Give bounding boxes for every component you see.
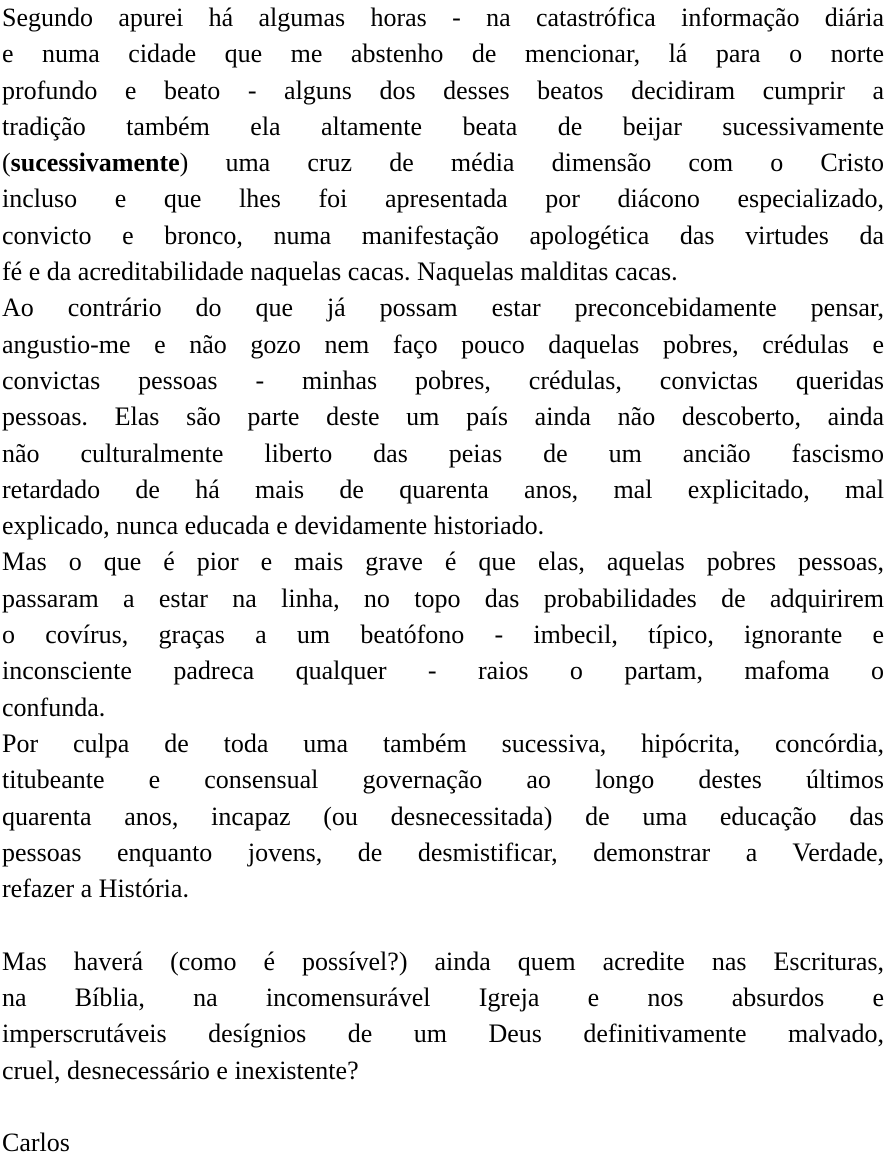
text-line: tradição também ela altamente beata de beijar sucessivamente xyxy=(2,111,884,141)
text-line: passaram a estar na linha, no topo das probabilidades de adquirirem xyxy=(2,583,884,613)
text-line: não culturalmente liberto das peias de um ancião fascismo xyxy=(2,438,884,468)
text-line: o covírus, graças a um beatófono - imbecil, típico, ignorante e xyxy=(2,620,884,650)
text-line: inconsciente padreca qualquer - raios o partam, mafoma o xyxy=(2,656,884,686)
text-line: cruel, desnecessário e inexistente? xyxy=(2,1055,359,1085)
text-line: convictas pessoas - minhas pobres, crédulas, convictas queridas xyxy=(2,365,884,395)
text-line: quarenta anos, incapaz (ou desnecessitada) de uma educação das xyxy=(2,801,884,831)
text-line: pessoas enquanto jovens, de desmistificar, demonstrar a Verdade, xyxy=(2,837,884,867)
paragraph xyxy=(2,290,884,544)
text-line: Ao contrário do que já possam estar preconcebidamente pensar, xyxy=(2,293,884,323)
text-line: profundo e beato - alguns dos desses beatos decidiram cumprir a xyxy=(2,75,884,105)
text-line: Carlos xyxy=(2,1128,70,1158)
text-line: pessoas. Elas são parte deste um país ainda não descoberto, ainda xyxy=(2,402,884,432)
text-line: retardado de há mais de quarenta anos, mal explicitado, mal xyxy=(2,474,884,504)
text-line: Segundo apurei há algumas horas - na catastrófica informação diária xyxy=(2,3,884,32)
text-line: Mas haverá (como é possível?) ainda quem acredite nas Escrituras, xyxy=(2,946,884,976)
paragraph xyxy=(2,544,884,725)
text-line: e numa cidade que me abstenho de mencionar, lá para o norte xyxy=(2,39,884,69)
text-line: incluso e que lhes foi apresentada por diácono especializado, xyxy=(2,184,884,214)
paragraph xyxy=(2,726,884,907)
text-line: explicado, nunca educada e devidamente historiado. xyxy=(2,511,545,541)
paragraph xyxy=(2,0,884,290)
text-line: titubeante e consensual governação ao longo destes últimos xyxy=(2,765,884,795)
text-line: na Bíblia, na incomensurável Igreja e nos absurdos e xyxy=(2,983,884,1013)
paragraph xyxy=(2,1125,884,1161)
text-line: angustio-me e não gozo nem faço pouco daquelas pobres, crédulas e xyxy=(2,329,884,359)
bold-emphasis: sucessivamente xyxy=(10,148,180,178)
text-line: confunda. xyxy=(2,692,106,722)
text-line: fé e da acreditabilidade naquelas cacas. Naquelas malditas cacas. xyxy=(2,257,678,287)
text-line: (sucessivamente) uma cruz de média dimensão com o Cristo xyxy=(2,148,884,178)
text-line: refazer a História. xyxy=(2,874,189,904)
text-line: convicto e bronco, numa manifestação apologética das virtudes da xyxy=(2,220,884,250)
paragraph xyxy=(2,944,884,1089)
text-line: Por culpa de toda uma também sucessiva, hipócrita, concórdia, xyxy=(2,728,884,758)
text-line: Mas o que é pior e mais grave é que elas, aquelas pobres pessoas, xyxy=(2,547,884,577)
text-line: imperscrutáveis desígnios de um Deus definitivamente malvado, xyxy=(2,1019,884,1049)
